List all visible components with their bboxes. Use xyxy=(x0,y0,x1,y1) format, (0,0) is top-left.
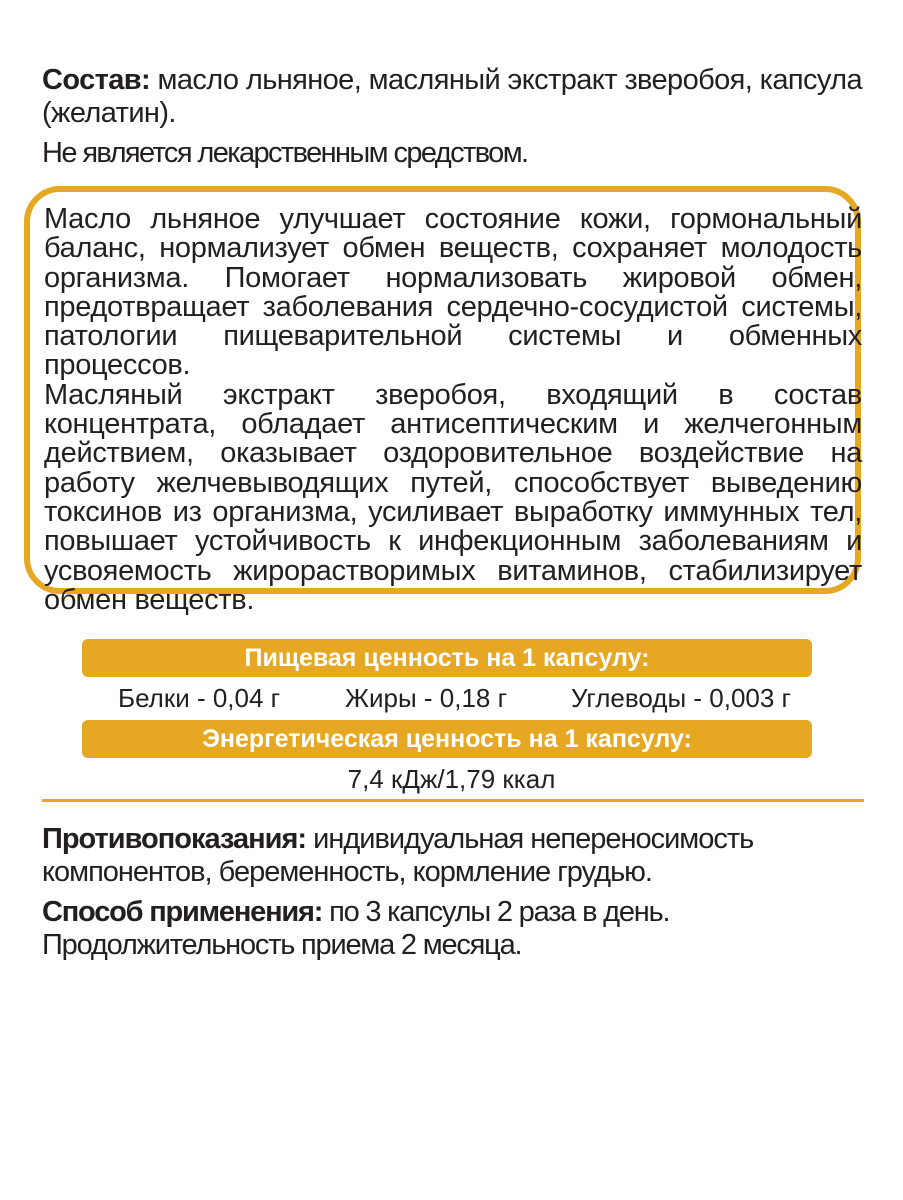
composition-section xyxy=(42,64,864,130)
contraindications-section xyxy=(42,823,864,889)
description-text xyxy=(44,205,862,615)
divider-line xyxy=(42,799,864,802)
nutrition-protein: Белки - 0,04 г xyxy=(118,683,281,713)
nutrition-fat: Жиры - 0,18 г xyxy=(345,683,508,713)
contraindications-text: индивидуальная непереносимость компонентов, беременность, кормление грудью. xyxy=(42,823,754,888)
description-paragraph-hypericum: Масляный экстракт зверобоя, входящий в состав концентрата, обладает антисептическим и желчегонным действием, оказывает оздоровительное воздействие на работу желчевыводящих путей, способствует выведению токсинов из организма, усиливает выработку иммунных тел, повышает устойчивость к инфекционным заболеваниям и усвояемость жирорастворимых витаминов, стабилизирует обмен веществ. xyxy=(44,378,862,616)
nutrition-carbs: Углеводы - 0,003 г xyxy=(571,683,792,713)
description-paragraph-flax: Масло льняное улучшает состояние кожи, гормональный баланс, нормализует обмен веществ, сохраняет молодость организма. Помогает нормализовать жировой обмен, предотвращает заболевания сердечно-сосудистой системы, патологии пищеварительной системы и обменных процессов. xyxy=(44,203,862,382)
composition-label: Состав: xyxy=(42,64,151,96)
nutrition-header: Пищевая ценность на 1 капсулу: xyxy=(82,639,812,677)
composition-text: масло льняное, масляный экстракт зверобоя, капсула (желатин). xyxy=(42,64,863,129)
energy-value: 7,4 кДж/1,79 ккал xyxy=(347,764,556,794)
usage-text: по 3 капсулы 2 раза в день. Продолжительность приема 2 месяца. xyxy=(42,896,670,961)
usage-section xyxy=(42,896,864,962)
not-medicine-note: Не является лекарственным средством. xyxy=(42,137,528,169)
contraindications-label: Противопоказания: xyxy=(42,823,307,855)
energy-header: Энергетическая ценность на 1 капсулу: xyxy=(82,720,812,758)
usage-label: Способ применения: xyxy=(42,896,323,928)
